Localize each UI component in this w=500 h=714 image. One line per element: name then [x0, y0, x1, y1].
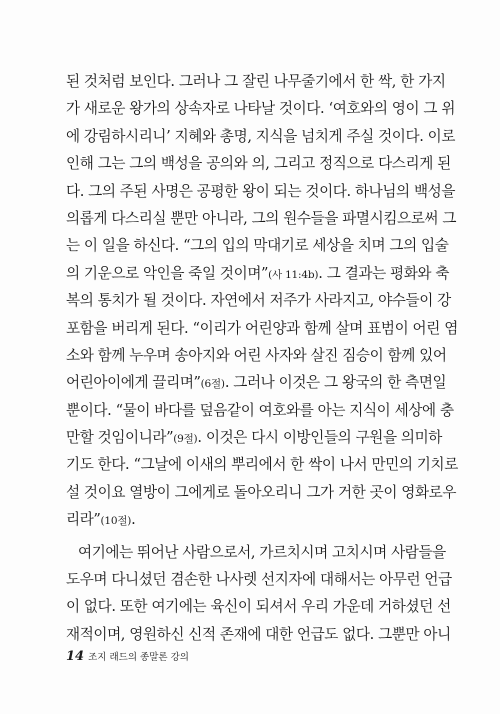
text-line: 설 것이요 열방이 그에게로 돌아오리니 그가 거한 곳이 영화로우: [66, 483, 457, 501]
text-line: 기도 한다. “그날에 이새의 뿌리에서 한 싹이 나서 만민의 기치로: [66, 456, 458, 474]
running-title: 조지 래드의 종말론 강의: [88, 652, 189, 663]
scripture-reference: (9절): [173, 433, 198, 446]
text-line: 에 강림하시리니’ 지혜와 총명, 지식을 넘치게 주실 것이다. 이로: [66, 127, 456, 145]
page-number: 14: [66, 649, 85, 664]
text-line: 복의 통치가 될 것이다. 자연에서 저주가 사라지고, 야수들이 강: [66, 292, 451, 310]
text-line: 가 새로운 왕가의 상속자로 나타날 것이다. ‘여호와의 영이 그 위: [66, 100, 456, 118]
text-line: 재적이며, 영원하신 신적 존재에 대한 언급도 없다. 그뿐만 아니: [66, 625, 451, 643]
page-footer: [66, 648, 189, 666]
text-line: 는 이 일을 하신다. “그의 입의 막대기로 세상을 치며 그의 입술: [66, 237, 449, 255]
scripture-reference: (10절): [100, 515, 132, 528]
text-line: 다. 그의 주된 사명은 공평한 왕이 되는 것이다. 하나님의 백성을: [66, 182, 456, 200]
text-line: 리라”(10절).: [66, 511, 136, 529]
text-line: 의 기운으로 악인을 죽일 것이며”(사 11:4b). 그 결과는 평화와 축: [66, 264, 450, 282]
paragraph-first-line: 여기에는 뛰어난 사람으로서, 가르치시며 고치시며 사람들을: [78, 543, 446, 561]
text-line: 뿐이다. “물이 바다를 덮음같이 여호와를 아는 지식이 세상에 충: [66, 401, 454, 419]
text-line: 된 것처럼 보인다. 그러나 그 잘린 나무줄기에서 한 싹, 한 가지: [66, 73, 446, 90]
scripture-reference: (6절): [200, 378, 225, 391]
text-line: 포함을 버리게 된다. “이리가 어린양과 함께 살며 표범이 어린 염: [66, 319, 458, 337]
text-line: 소와 함께 누우며 송아지와 어린 사자와 살진 짐승이 함께 있어: [66, 346, 447, 364]
body-text: [66, 68, 458, 648]
text-line: 어린아이에게 끌리며”(6절). 그러나 이것은 그 왕국의 한 측면일: [66, 374, 447, 392]
scripture-reference: (사 11:4b): [268, 268, 319, 281]
text-line: 도우며 다니셨던 겸손한 나사렛 선지자에 대해서는 아무런 언급: [66, 571, 452, 589]
text-line: 만할 것임이니라”(9절). 이것은 다시 이방인들의 구원을 의미하: [66, 429, 443, 447]
text-line: 인해 그는 그의 백성을 공의와 의, 그리고 정직으로 다스리게 된: [66, 155, 451, 173]
text-line: 이 없다. 또한 여기에는 육신이 되셔서 우리 가운데 거하셨던 선: [66, 598, 451, 616]
text-line: 의롭게 다스리실 뿐만 아니라, 그의 원수들을 파멸시킴으로써 그: [66, 209, 457, 227]
